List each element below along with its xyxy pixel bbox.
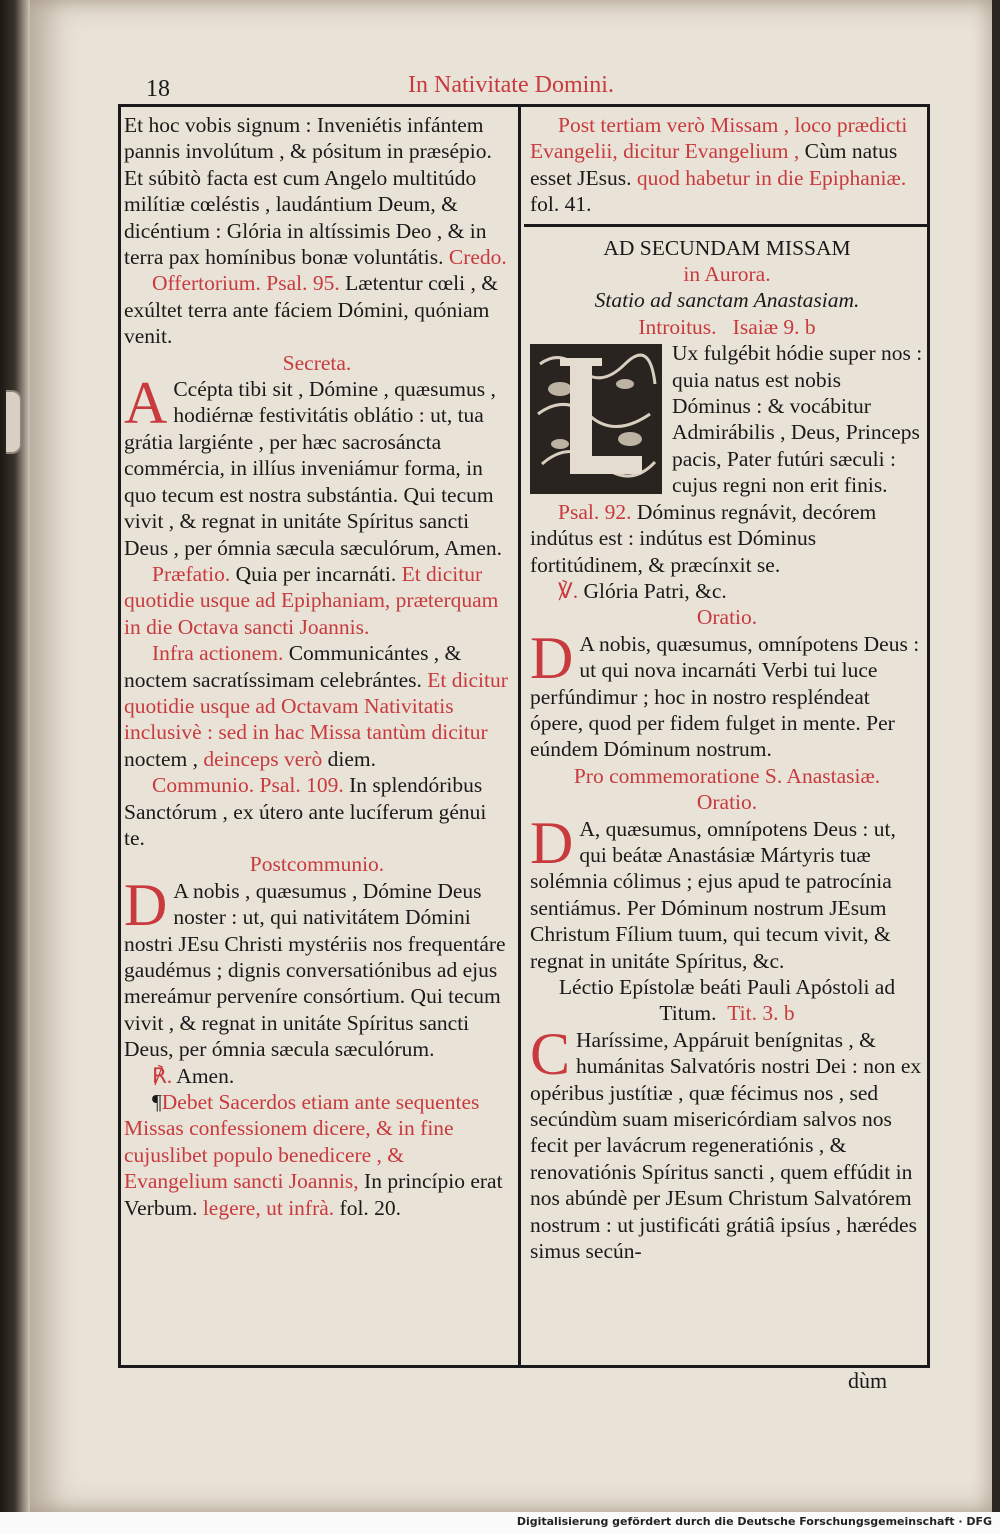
running-title: In Nativitate Domini.: [408, 72, 614, 98]
introitus: Ux fulgébit hódie super nos : quia natus est nobis Dóminus : & vocábitur Admirábilis , Deus, Princeps pacis, Pater futúri sæculi : cujus regni non erit finis.: [530, 340, 924, 498]
credo: Credo.: [448, 245, 507, 270]
dfg-credit: Digitalisierung gefördert durch die Deutsche Forschungsgemeinschaft · DFG: [516, 1515, 992, 1528]
drop-cap: D: [530, 624, 574, 691]
statio: Statio ad sanctam Anastasiam.: [594, 288, 860, 313]
mass-subtitle: in Aurora.: [683, 262, 771, 287]
column-divider: [518, 106, 521, 1366]
infra-actionem: Infra actionem. Communicántes , & noctem sacratíssimam celebrántes. Et dicitur quotidie usque ad Octavam Nativitatis inclusivè : sed in hac Missa tantùm dicitur noctem , deinceps verò diem.: [124, 641, 508, 771]
gospel-rubric: Post tertiam verò Missam , loco prædicti Evangelii, dicitur Evangelium , Cùm natus esset JEsus. quod habetur in die Epiphaniæ. fol. 41.: [530, 113, 908, 217]
postcommunio: D A nobis , quæsumus , Dómine Deus noster : ut, qui nativitátem Dómini nostri JEsu Christi mystériis nos frequentáre gaudémus ; dignis conversatiónibus ad ejus mereámur perveníre consórtium. Qui tecum vivit , & regnat in unitáte Spíritus sancti Deus, per ómnia sæcula sæculórum.: [124, 871, 506, 1062]
decorated-initial-l: [530, 344, 662, 494]
lectio: C Haríssime, Appáruit benígnitas , & humánitas Salvatóris nostri Dei : non ex opéribus justítiæ , quæ fécimus nos , sed secúndùm suam misericórdiam salvos nos fecit per lavácrum regeneratiónis , & renovatiónis Spíritus sancti , quem effúdit in nos abúndè per JEsum Christum Salvatórem nostrum : ut justificáti grátiâ ipsíus , hærédes simus secún-: [530, 1020, 922, 1264]
commemoration-title: Pro commemoratione S. Anastasiæ.: [573, 763, 881, 788]
oratio: D A nobis, quæsumus, omnípotens Deus : ut qui nova incarnáti Verbi tui luce perfúndimur ; hoc in nostro respléndeat ópere, quod per fidem fulget in mente. Per eúndem Dóminum nostrum.: [530, 624, 920, 762]
page-tab: [6, 390, 22, 454]
offertorium: Offertorium. Psal. 95. Lætentur cœli , & exúltet terra ante fáciem Dómini, quóniam venit.: [124, 271, 498, 349]
psalm: Psal. 92. Dóminus regnávit, decórem indútus est : indútus est Dóminus fortitúdinem, & præcínxit se.: [530, 499, 877, 577]
praefatio: Præfatio. Quia per incarnáti. Et dicitur quotidie usque ad Epiphaniam, præterquam in die Octava sancti Joannis.: [124, 561, 499, 639]
gospel-end: Et hoc vobis signum : Inveniétis infántem pannis involútum , & pósitum in præsépio. Et súbitò facta est cum Angelo multitúdo milítiæ cœléstis , laudántium Deum, & dicéntium : Glória in altíssimis Deo , & in terra pax homínibus bonæ voluntátis. Credo.: [124, 113, 507, 270]
oratio-title: Oratio.: [696, 605, 758, 630]
oratio2: D A, quæsumus, omnípotens Deus : ut, qui beátæ Anastásiæ Mártyris tuæ solémnia cólimus ; ejus apud te patrocínia sentiámus. Per Dóminum nostrum JEsum Christum Fílium tuum, qui tecum vivit, & regnat in unitáte Spíritus, &c.: [530, 809, 896, 973]
left-column: [124, 112, 510, 1221]
mass-title: AD SECUNDAM MISSAM: [603, 235, 851, 260]
lectio-heading: Léctio Epístolæ beáti Pauli Apóstoli ad Titum. Tit. 3. b: [558, 975, 896, 1026]
response: ℟. Amen.: [152, 1063, 235, 1088]
secreta: A Ccépta tibi sit , Dómine , quæsumus , hodiérnæ festivitátis oblátio : ut, tua grátia largiénte , per hæc sacrosáncta commércia, in illíus inveniámur forma, in quo tecum est nostra substántia. Qui tecum vivit , & regnat in unitáte Spíritus sancti Deus , per ómnia sæcula sæculórum, Amen.: [124, 370, 502, 560]
section-rule: [524, 224, 930, 227]
secreta-title: Secreta.: [282, 350, 352, 375]
introitus-heading: Introitus. Isaiæ 9. b: [638, 314, 816, 339]
footer-bar: [0, 1512, 1000, 1534]
postcommunio-title: Postcommunio.: [249, 852, 385, 877]
oratio2-title: Oratio.: [696, 790, 758, 815]
catchword: dùm: [848, 1368, 888, 1393]
page-number: 18: [146, 76, 170, 102]
rubric-note: ¶Debet Sacerdos etiam ante sequentes Missas confessionem dicere, & in fine cujuslibet populo benedicere , & Evangelium sancti Joannis, In princípio erat Verbum. legere, ut infrà. fol. 20.: [124, 1090, 503, 1220]
right-column: [530, 112, 924, 1264]
versicle: ℣. Glória Patri, &c.: [558, 578, 727, 603]
drop-cap: D: [124, 871, 168, 938]
communio: Communio. Psal. 109. In splendóribus Sanctórum , ex útero ante lucíferum génui te.: [124, 773, 487, 850]
drop-cap: A: [124, 370, 168, 437]
drop-cap: D: [530, 809, 574, 876]
drop-cap: C: [530, 1020, 571, 1087]
